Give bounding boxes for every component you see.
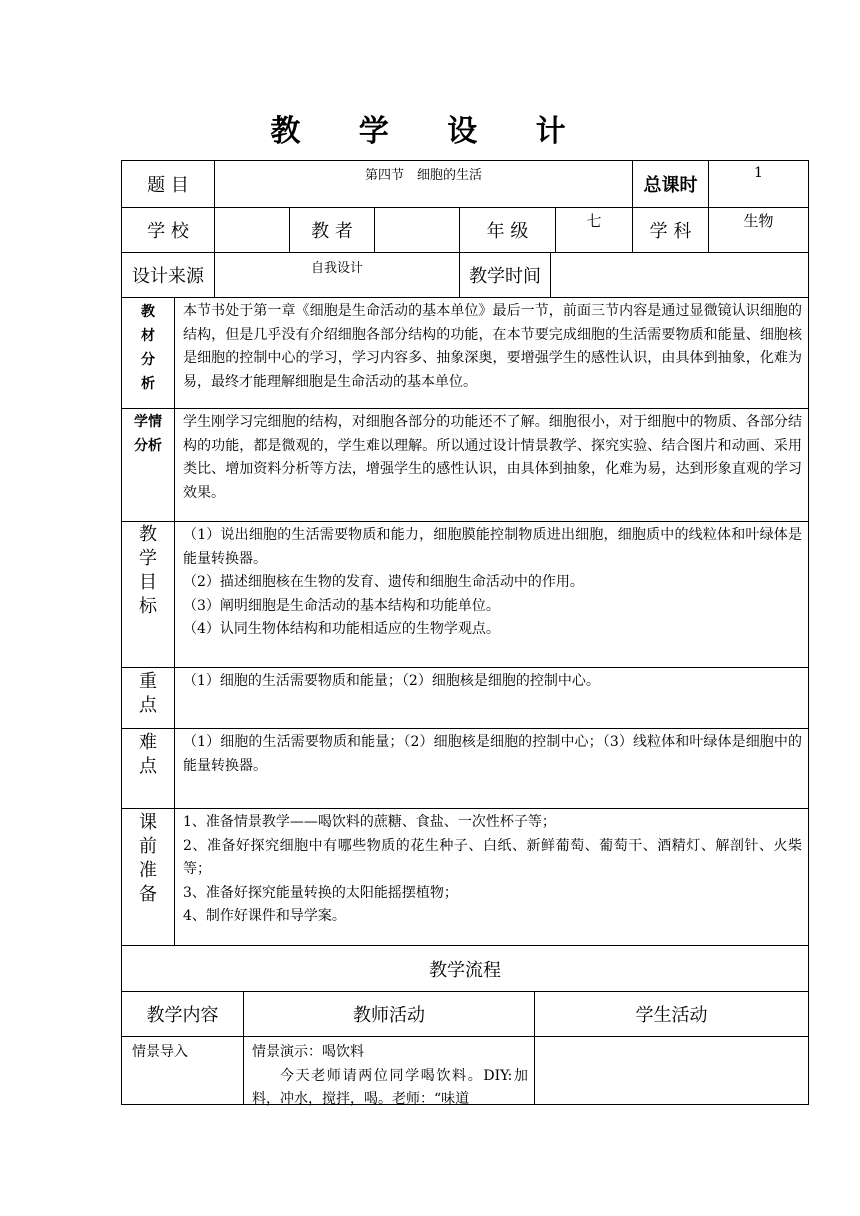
- section-content-textbook-analysis: 本节书处于第一章《细胞是生命活动的基本单位》最后一节，前面三节内容是通过显微镜认识细胞的结构，但是几乎没有介绍细胞各部分结构的功能，在本节要完成细胞的生活需要物质和能量、细胞核是细胞的控制中心的学习，学习内容多、抽象深奥，要增强学生的感性认识，由具体到抽象，化难为易，最终才能理解细胞是生命活动的基本单位。: [183, 303, 802, 390]
- section-content-teaching-objectives: （1）说出细胞的生活需要物质和能力，细胞膜能控制物质进出细胞，细胞质中的线粒体和叶绿体是能量转换器。 （2）描述细胞核在生物的发育、遗传和细胞生命活动中的作用。 （3）阐明细胞是生命活动的基本结构和功能单位。 （4）认同生物体结构和功能相适应的生物学观点。: [183, 527, 802, 637]
- grade-label: 年 级: [486, 221, 529, 242]
- document-title: 教 学 设 计: [270, 114, 590, 149]
- topic-label: 题 目: [147, 175, 189, 196]
- teacher-label: 教 者: [311, 221, 353, 242]
- section-label-preparation: 课 前 准 备: [139, 812, 157, 905]
- section-label-textbook-analysis: 教 材 分 析: [141, 304, 155, 392]
- subject-label: 学 科: [649, 221, 692, 242]
- section-content-preparation: 1、准备情景教学——喝饮料的蔗糖、食盐、一次性杯子等； 2、准备好探究细胞中有哪些物质的花生种子、白纸、新鲜葡萄、葡萄干、酒精灯、解剖针、火柴等； 3、准备好探究能量转换的太阳能摇摆植物； 4、制作好课件和导学案。: [183, 814, 802, 924]
- flow-col-teacher: 教师活动: [353, 1005, 425, 1026]
- flow-row-content: 情景导入: [132, 1044, 188, 1060]
- topic-value: 第四节 细胞的生活: [364, 168, 482, 183]
- flow-row-teacher: 情景演示：喝饮料 今天老师请两位同学喝饮料。DIY:加料，冲水，搅拌，喝。老师：“味道: [252, 1044, 528, 1107]
- flow-col-student: 学生活动: [635, 1005, 708, 1026]
- section-content-key-points: （1）细胞的生活需要物质和能量；（2）细胞核是细胞的控制中心。: [183, 673, 600, 689]
- section-label-key-points: 重 点: [139, 671, 157, 716]
- section-label-student-analysis: 学情 分析: [134, 414, 162, 454]
- teacher-value: [375, 208, 459, 252]
- flow-row-student: [535, 1037, 808, 1104]
- subject-value: 生物: [743, 212, 774, 230]
- flow-col-content: 教学内容: [146, 1005, 219, 1026]
- source-label: 设计来源: [132, 266, 204, 287]
- source-value: 自我设计: [310, 261, 363, 276]
- time-value: [551, 253, 808, 297]
- total-hours-value: 1: [754, 165, 763, 181]
- section-content-difficult-points: （1）细胞的生活需要物质和能量；（2）细胞核是细胞的控制中心；（3）线粒体和叶绿体是细胞中的能量转换器。: [183, 734, 802, 774]
- section-label-difficult-points: 难 点: [139, 732, 157, 777]
- school-label: 学 校: [147, 221, 189, 242]
- grade-value: 七: [586, 212, 602, 230]
- time-label: 教学时间: [469, 266, 541, 287]
- section-label-teaching-objectives: 教 学 目 标: [139, 524, 157, 617]
- section-content-student-analysis: 学生刚学习完细胞的结构，对细胞各部分的功能还不了解。细胞很小，对于细胞中的物质、各部分结构的功能，都是微观的，学生难以理解。所以通过设计情景教学、探究实验、结合图片和动画、采用类比、增加资料分析等方法，增强学生的感性认识，由具体到抽象，化难为易，达到形象直观的学习效果。: [183, 414, 802, 501]
- school-value: [215, 208, 289, 252]
- total-hours-label: 总课时: [643, 175, 698, 196]
- flow-title: 教学流程: [429, 959, 501, 981]
